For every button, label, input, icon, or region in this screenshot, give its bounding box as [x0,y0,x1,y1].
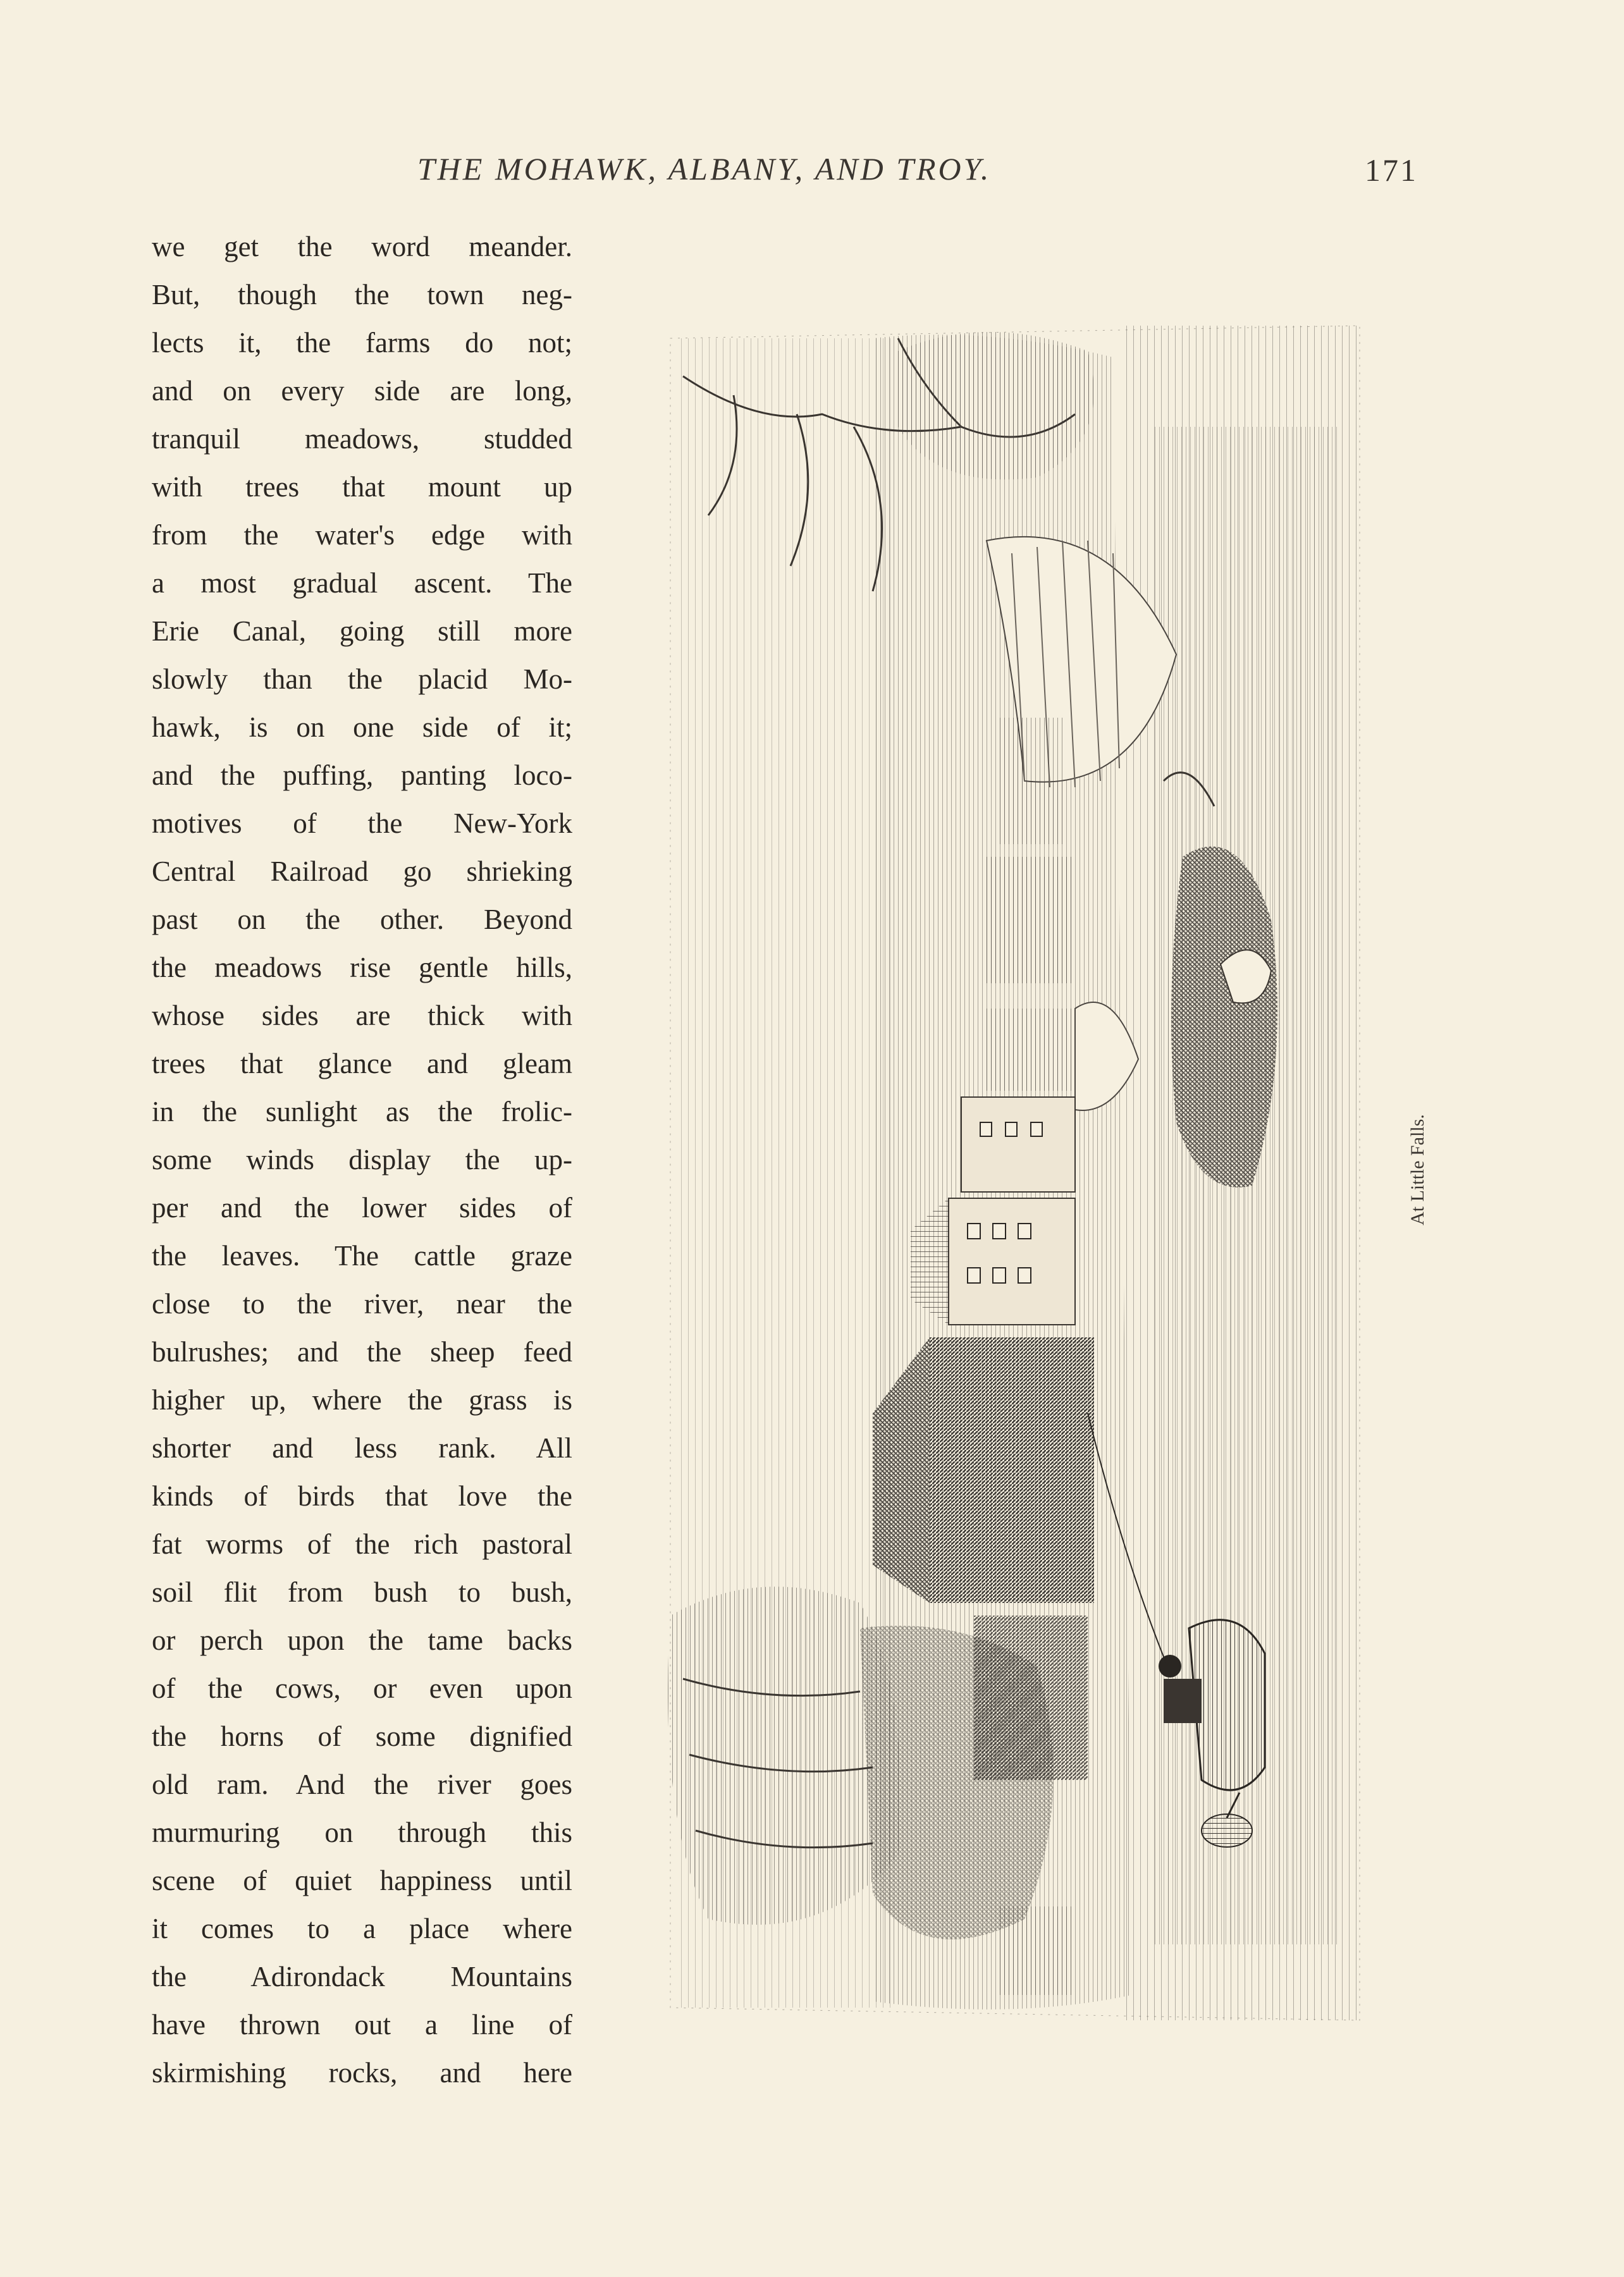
body-line: motives of the New-York [152,807,572,839]
body-line: have thrown out a line of [152,2009,572,2041]
body-line: with trees that mount up [152,471,572,503]
body-line: the horns of some dignified [152,1721,572,1752]
body-line: But, though the town neg- [152,279,572,310]
engraving-svg [632,300,1366,2033]
body-line: skirmishing rocks, and here [152,2057,572,2089]
body-line: or perch upon the tame backs [152,1624,572,1656]
body-line: some winds display the up- [152,1144,572,1175]
running-title: THE MOHAWK, ALBANY, AND TROY. [417,151,992,187]
body-line: the meadows rise gentle hills, [152,952,572,983]
body-line: it comes to a place where [152,1913,572,1944]
distant-building [999,1906,1075,1995]
body-line: and the puffing, panting loco- [152,759,572,791]
body-line: old ram. And the river goes [152,1769,572,1800]
body-text-column [152,223,572,2097]
body-line: fat worms of the rich pastoral [152,1528,572,1560]
body-line: of the cows, or even upon [152,1672,572,1704]
body-line: kinds of birds that love the [152,1480,572,1512]
body-line: tranquil meadows, studded [152,423,572,455]
tree-canopy-top [898,332,1094,479]
body-line: higher up, where the grass is [152,1384,572,1416]
body-line: lects it, the farms do not; [152,327,572,359]
engraving-illustration [632,300,1366,2033]
body-line: Central Railroad go shrieking [152,856,572,887]
body-line: slowly than the placid Mo- [152,663,572,695]
body-line: scene of quiet happiness until [152,1865,572,1896]
body-line: hawk, is on one side of it; [152,711,572,743]
body-line: murmuring on through this [152,1817,572,1848]
body-line: past on the other. Beyond [152,904,572,935]
illustration-caption [1405,1094,1430,1246]
page-number: 171 [1365,152,1418,188]
body-line: bulrushes; and the sheep feed [152,1336,572,1368]
body-line: soil flit from bush to bush, [152,1576,572,1608]
body-line: the Adirondack Mountains [152,1961,572,1992]
body-line: per and the lower sides of [152,1192,572,1224]
caption-text: At Little Falls. [1407,1114,1428,1225]
body-line: trees that glance and gleam [152,1048,572,1079]
body-line: in the sunlight as the frolic- [152,1096,572,1127]
body-line: shorter and less rank. All [152,1432,572,1464]
rock-island [1171,847,1277,1188]
body-line: Erie Canal, going still more [152,615,572,647]
body-line: a most gradual ascent. The [152,567,572,599]
body-line: close to the river, near the [152,1288,572,1320]
body-line: we get the word meander. [152,231,572,262]
body-line: and on every side are long, [152,375,572,407]
body-line: whose sides are thick with [152,1000,572,1031]
body-line: the leaves. The cattle graze [152,1240,572,1272]
body-line: from the water's edge with [152,519,572,551]
